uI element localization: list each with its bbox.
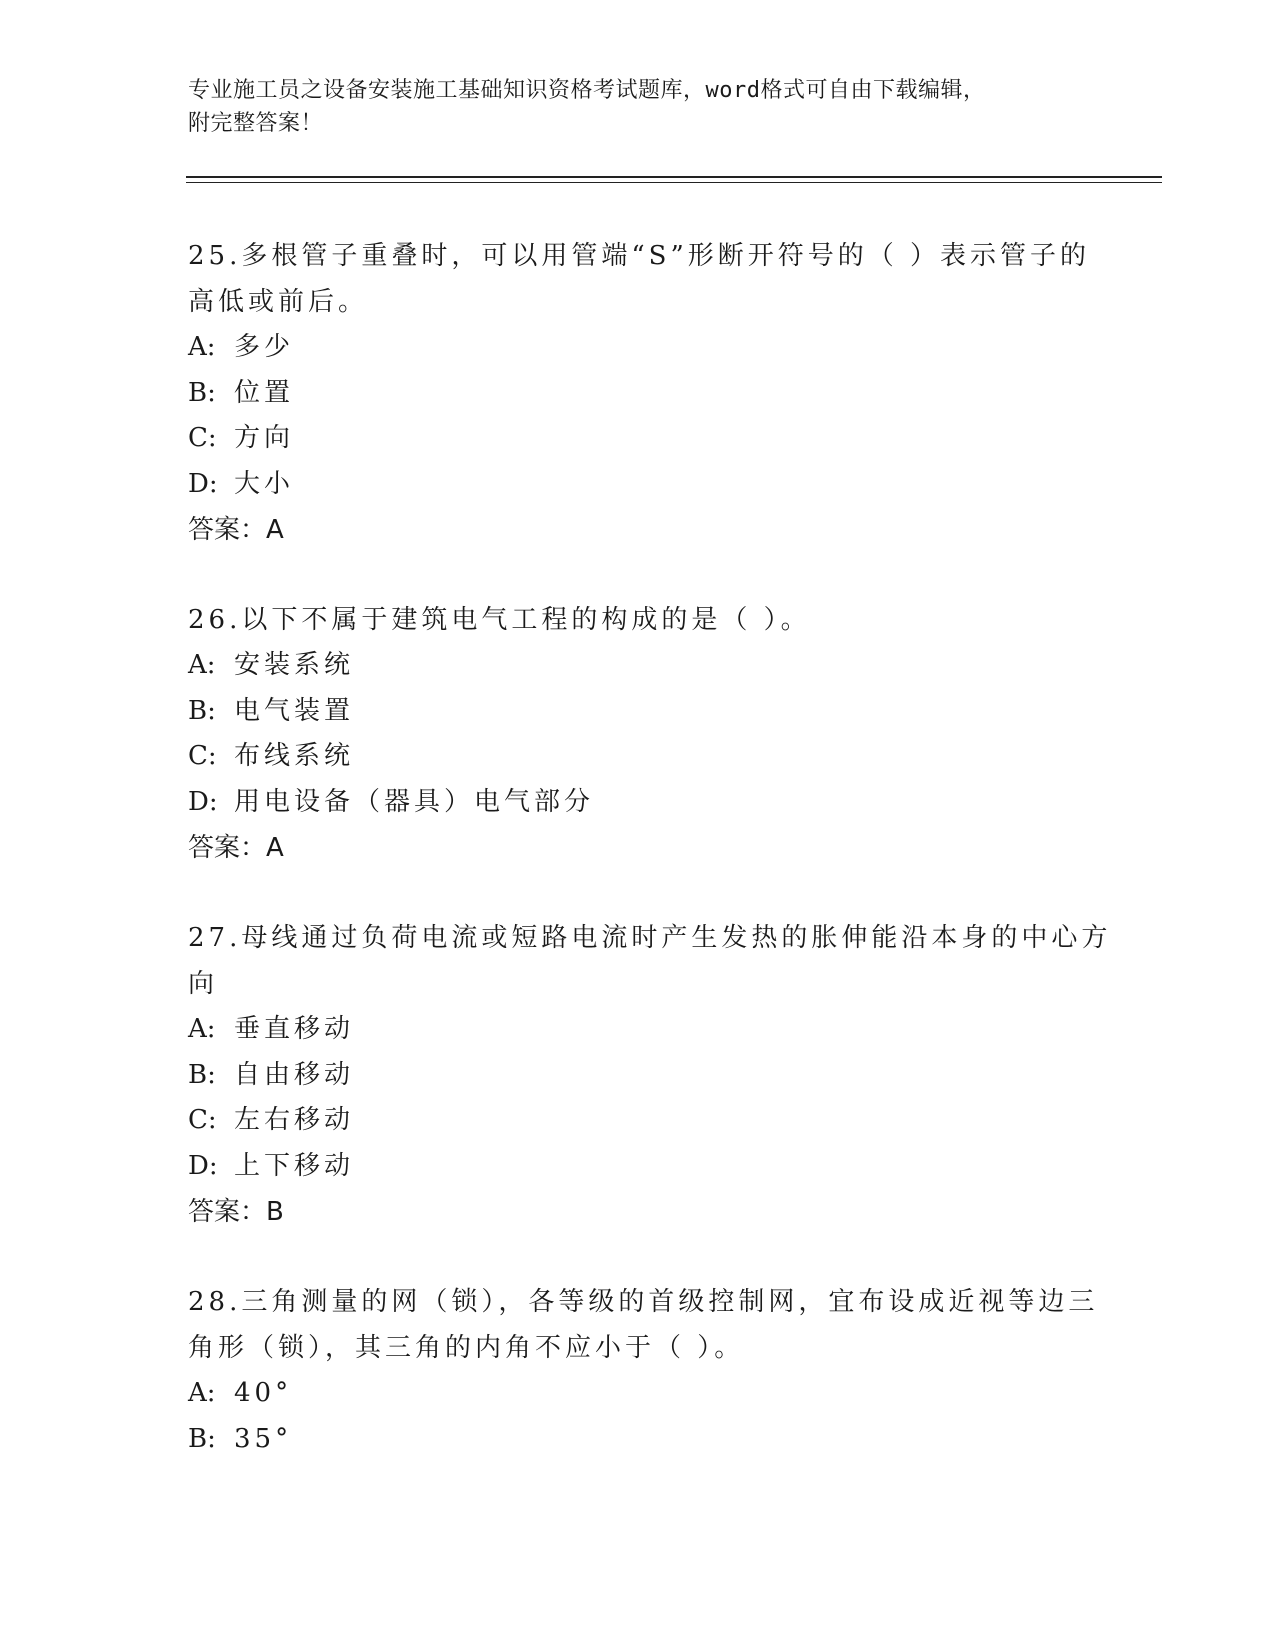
option-text: 40° [234,1378,293,1408]
option-text: 左右移动 [234,1105,355,1135]
option-letter: D: [188,1150,218,1181]
question-27 [188,915,1112,1235]
header-divider [186,182,1162,183]
option-a [188,325,1088,371]
question-text: 27.母线通过负荷电流或短路电流时产生发热的胀伸能沿本身的中心方 [188,923,1112,953]
document-header [188,74,1068,140]
option-text: 上下移动 [234,1150,355,1181]
option-text: 布线系统 [234,741,355,771]
option-letter: B: [188,377,216,408]
option-c [188,734,1088,780]
option-letter: B: [188,695,216,726]
answer-line: 答案：A [188,515,284,545]
option-d [188,780,1088,826]
option-text: 方向 [234,423,295,453]
option-b [188,1053,1088,1099]
option-c [188,1098,1088,1144]
question-text: 角形（锁），其三角的内角不应小于（ ）。 [188,1333,745,1363]
option-text: 垂直移动 [234,1014,355,1044]
answer-line: 答案：B [188,1197,284,1227]
question-25 [188,233,1091,553]
option-text: 大小 [234,468,295,499]
question-26 [188,597,1088,871]
question-text: 25.多根管子重叠时，可以用管端“S”形断开符号的（ ）表示管子的 [188,241,1091,271]
option-text: 多少 [234,332,295,362]
question-text: 高低或前后。 [188,287,369,317]
header-line: 专业施工员之设备安装施工基础知识资格考试题库，word格式可自由下载编辑， [188,78,986,103]
option-letter: A: [188,1014,216,1044]
option-text: 自由移动 [234,1059,355,1090]
question-text: 26.以下不属于建筑电气工程的构成的是（ ）。 [188,605,811,635]
option-text: 位置 [234,377,295,408]
question-text: 向 [188,969,219,999]
answer-line: 答案：A [188,833,284,863]
option-d [188,462,1088,508]
option-a [188,643,1088,689]
option-letter: B: [188,1423,216,1454]
option-letter: C: [188,741,217,771]
option-text: 电气装置 [234,695,355,726]
option-letter: D: [188,468,218,499]
option-a [188,1007,1088,1053]
option-a [188,1371,1088,1417]
option-letter: A: [188,1378,216,1408]
option-b [188,371,1088,417]
option-letter: A: [188,650,216,680]
option-text: 用电设备（器具）电气部分 [234,786,595,817]
option-text: 35° [234,1423,293,1454]
question-28 [188,1279,1099,1462]
option-letter: C: [188,423,217,453]
question-list [188,233,1112,1506]
option-letter: D: [188,786,218,817]
option-letter: B: [188,1059,216,1090]
option-d [188,1144,1088,1190]
option-text: 安装系统 [234,650,355,680]
option-b [188,1417,1088,1463]
header-line: 附完整答案！ [188,111,324,136]
question-text: 28.三角测量的网（锁），各等级的首级控制网，宜布设成近视等边三 [188,1287,1099,1317]
option-c [188,416,1088,462]
option-letter: A: [188,332,216,362]
option-letter: C: [188,1105,217,1135]
option-b [188,689,1088,735]
header-divider [186,176,1162,178]
